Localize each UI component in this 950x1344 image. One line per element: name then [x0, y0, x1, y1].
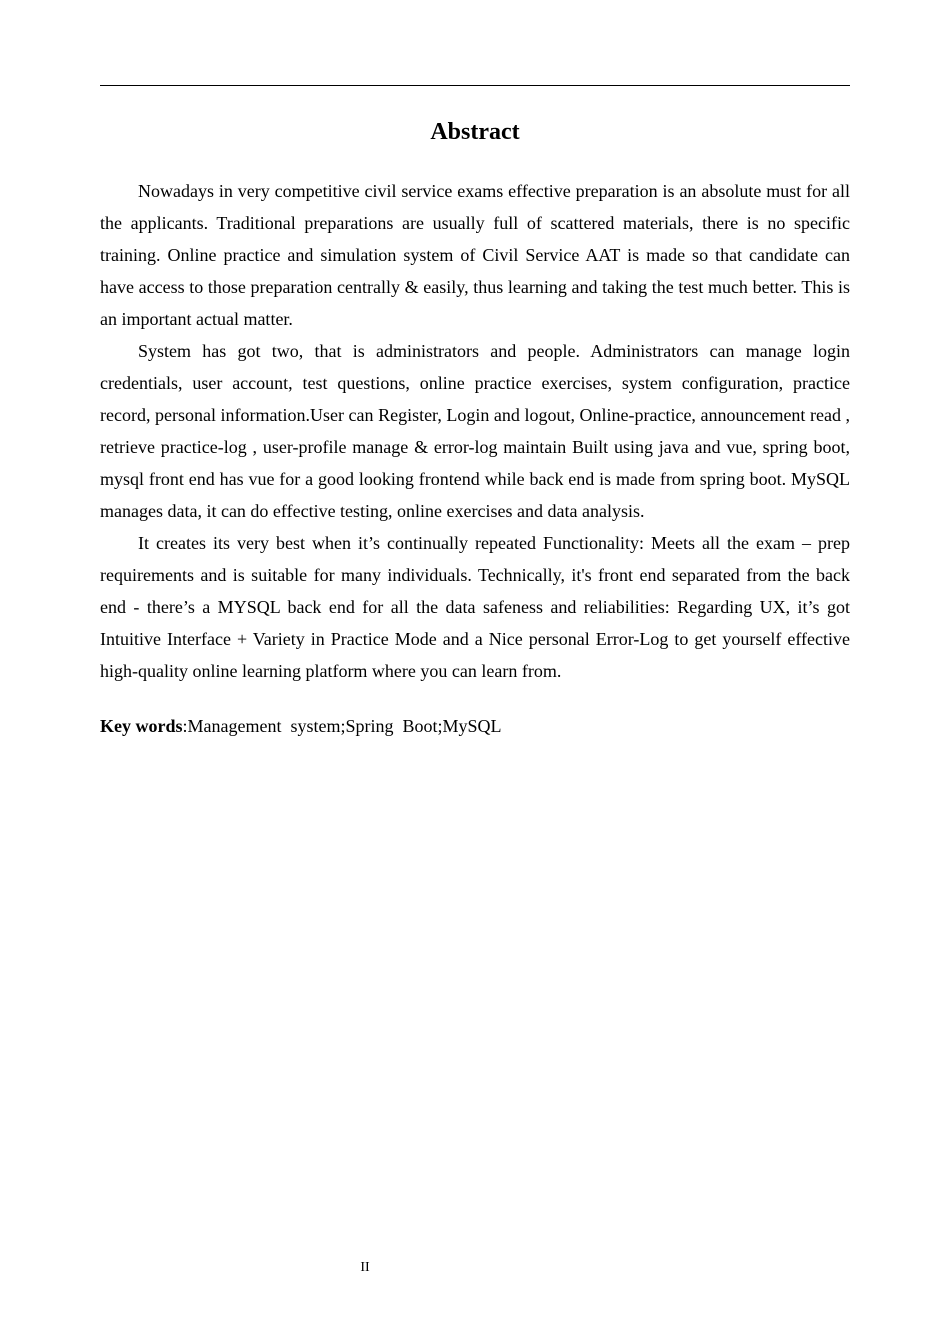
keywords-label: Key words — [100, 716, 183, 736]
header-rule — [100, 85, 850, 86]
abstract-paragraph-2: System has got two, that is administrators and people. Administrators can manage login credentials, user account, test questions, online practice exercises, system configuration, practice record, personal information.User can Register, Login and logout, Online-practice, announcement read , retrieve practice-log , user-profile manage & error-log maintain Built using java and vue, spring boot, mysql front end has vue for a good looking frontend while back end is made from spring boot. MySQL manages data, it can do effective testing, online exercises and data analysis. — [100, 341, 850, 521]
keywords-line — [100, 710, 850, 742]
abstract-paragraph-1: Nowadays in very competitive civil service exams effective preparation is an absolute must for all the applicants. Traditional preparations are usually full of scattered materials, there is no specific training. Online practice and simulation system of Civil Service AAT is made so that candidate can have access to those preparation centrally & easily, thus learning and taking the test much better. This is an important actual matter. — [100, 181, 850, 329]
abstract-paragraph-3: It creates its very best when it’s continually repeated Functionality: Meets all the exam – prep requirements and is suitable for many individuals. Technically, it's front end separated from the back end - there’s a MYSQL back end for all the data safeness and reliabilities: Regarding UX, it’s got Intuitive Interface + Variety in Practice Mode and a Nice personal Error-Log to get yourself effective high-quality online learning platform where you can learn from. — [100, 533, 850, 681]
abstract-title: Abstract — [430, 119, 520, 145]
keywords-text: :Management system;Spring Boot;MySQL — [182, 716, 502, 736]
abstract-body — [100, 175, 850, 687]
page-number: II — [360, 1260, 370, 1275]
